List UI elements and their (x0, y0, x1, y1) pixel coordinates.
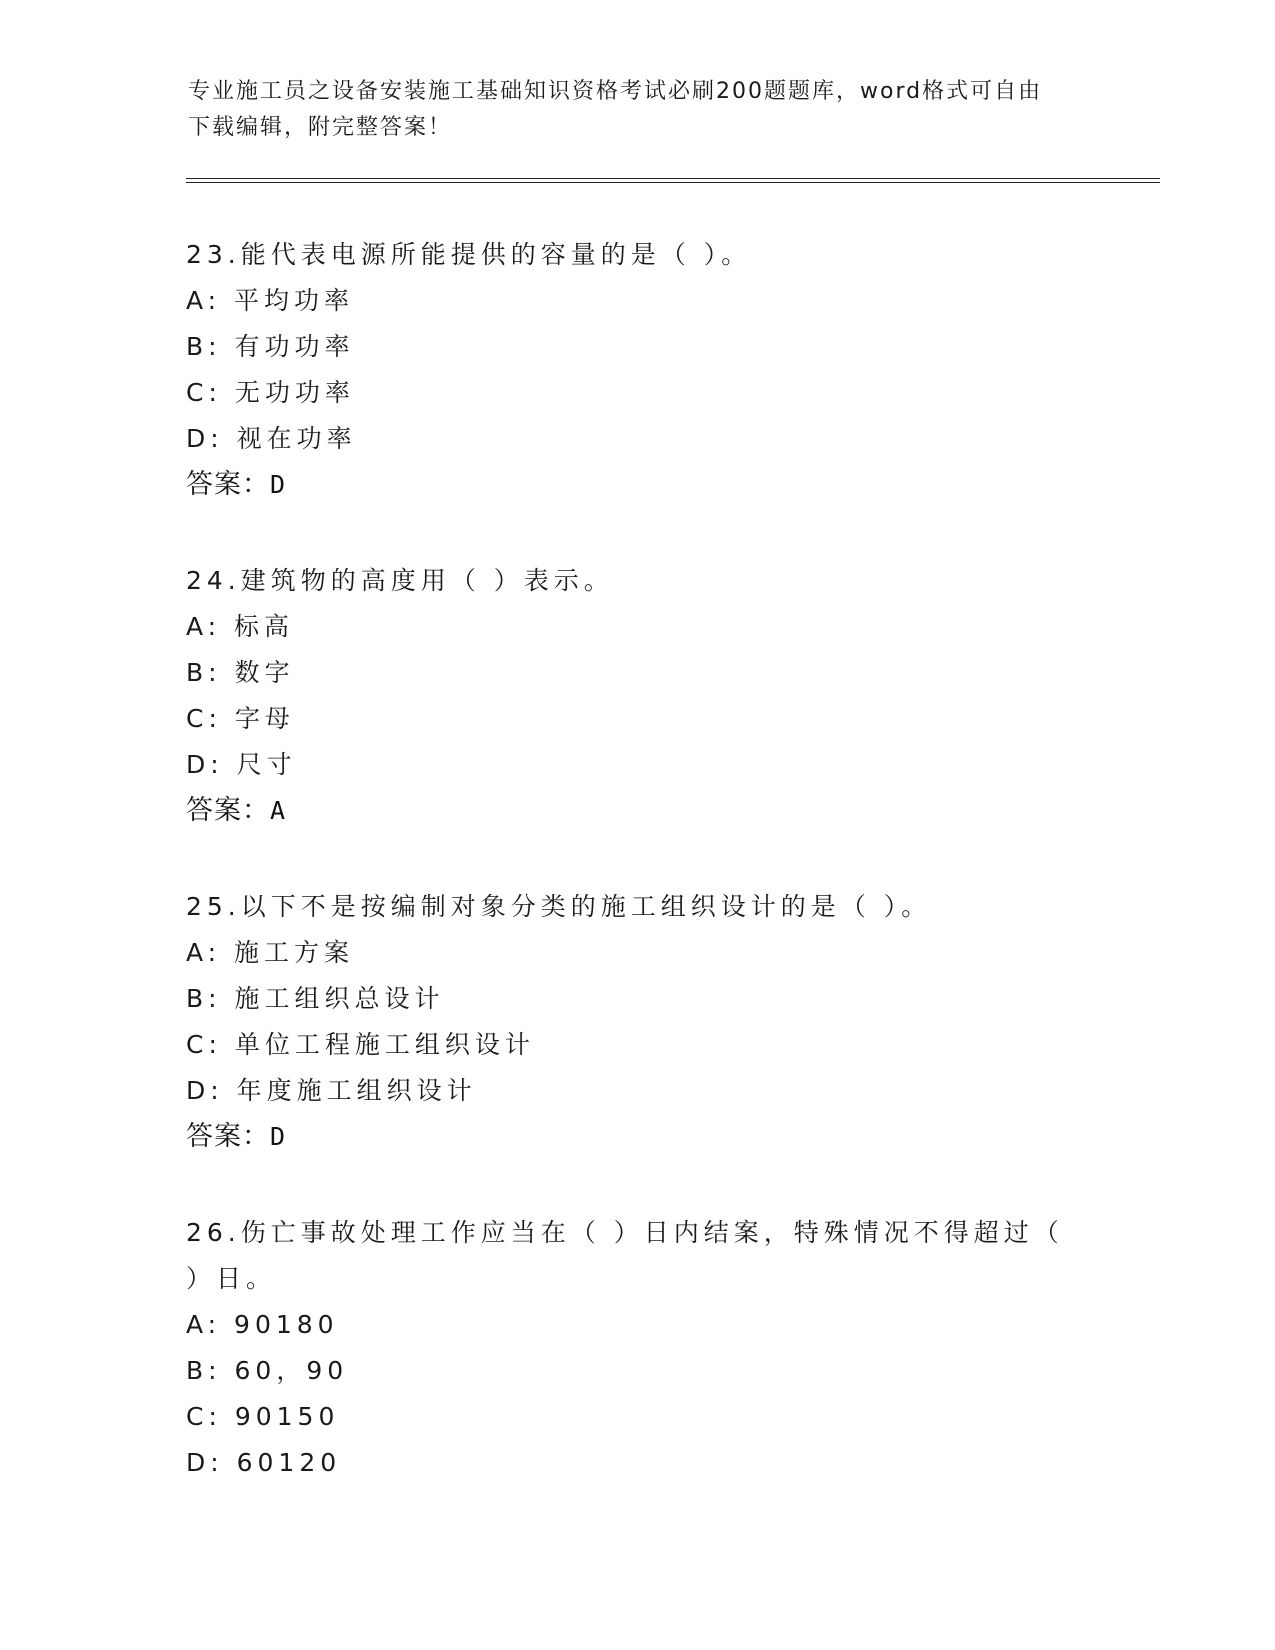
question-list (186, 232, 1086, 1536)
document-header (188, 74, 1068, 146)
question-stem: 26.伤亡事故处理工作应当在（ ）日内结案，特殊情况不得超过（ ）日。 (186, 1218, 1077, 1293)
answer-value: D (270, 470, 287, 499)
answer-value: A (270, 796, 287, 825)
question-24 (186, 558, 1086, 834)
option-d: D: 60120 (186, 1448, 342, 1477)
option-b: B: 有功功率 (186, 332, 355, 361)
option-d: D: 年度施工组织设计 (186, 1076, 477, 1105)
question-26 (186, 1210, 1086, 1486)
question-23 (186, 232, 1086, 508)
option-c: C: 90150 (186, 1402, 340, 1431)
answer-value: D (270, 1122, 287, 1151)
option-c: C: 字母 (186, 704, 295, 733)
option-a: A: 施工方案 (186, 938, 355, 967)
option-a: A: 标高 (186, 612, 295, 641)
option-b: B: 施工组织总设计 (186, 984, 445, 1013)
option-c: C: 无功功率 (186, 378, 355, 407)
answer-label: 答案： (186, 469, 270, 500)
option-b: B: 数字 (186, 658, 295, 687)
question-stem: 23.能代表电源所能提供的容量的是（ ）。 (186, 240, 752, 269)
header-divider (186, 178, 1160, 183)
header-title-line2: 下载编辑，附完整答案！ (188, 115, 453, 140)
answer-label: 答案： (186, 1121, 270, 1152)
question-stem: 25.以下不是按编制对象分类的施工组织设计的是（ ）。 (186, 892, 932, 921)
answer-label: 答案： (186, 795, 270, 826)
header-title-line1: 专业施工员之设备安装施工基础知识资格考试必刷200题题库，word格式可自由 (188, 79, 1043, 104)
answer-line (186, 788, 1086, 834)
option-d: D: 视在功率 (186, 424, 357, 453)
option-b: B: 60，90 (186, 1356, 349, 1385)
option-a: A: 90180 (186, 1310, 339, 1339)
option-d: D: 尺寸 (186, 750, 297, 779)
option-c: C: 单位工程施工组织设计 (186, 1030, 535, 1059)
question-25 (186, 884, 1086, 1160)
question-stem: 24.建筑物的高度用（ ）表示。 (186, 566, 614, 595)
answer-line (186, 1114, 1086, 1160)
option-a: A: 平均功率 (186, 286, 355, 315)
answer-line (186, 462, 1086, 508)
